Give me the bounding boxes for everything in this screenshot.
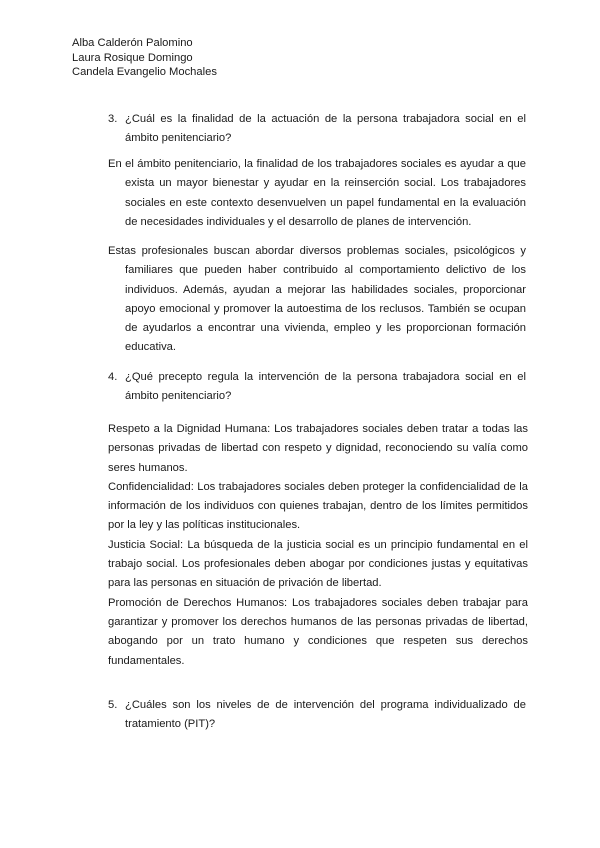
answer-4-principles <box>108 420 528 671</box>
author-header <box>72 36 217 80</box>
author-name: Laura Rosique Domingo <box>72 51 193 64</box>
question-text: ¿Qué precepto regula la intervención de la persona trabajadora social en el ámbito penitenciario? <box>125 371 526 402</box>
question-text: ¿Cuál es la finalidad de la actuación de la persona trabajadora social en el ámbito penitenciario? <box>125 113 526 144</box>
principle-confidentiality: Confidencialidad: Los trabajadores sociales deben proteger la confidencialidad de la información de los individuos con quienes trabajan, dentro de los límites permitidos por la ley y las políticas institucionales. <box>108 480 528 532</box>
answer-3-paragraph-2: Estas profesionales buscan abordar diversos problemas sociales, psicológicos y familiares que pueden haber contribuido al comportamiento delictivo de los individuos. Además, ayudan a mejorar las habilidades sociales, proporcionar apoyo emocional y promover la autoestima de los reclusos. También se ocupan de ayudarlos a encontrar una vivienda, empleo y les proporcionan formación educativa. <box>108 245 526 354</box>
principle-human-rights: Promoción de Derechos Humanos: Los trabajadores sociales deben trabajar para garantizar y promover los derechos humanos de las personas privadas de libertad, abogando por un trato humano y condiciones que respeten sus derechos fundamentales. <box>108 596 528 667</box>
question-number: 3. <box>108 113 118 125</box>
question-number: 5. <box>108 699 118 711</box>
question-text: ¿Cuáles son los niveles de de intervención del programa individualizado de tratamiento (PIT)? <box>125 699 526 730</box>
question-4 <box>108 368 526 406</box>
question-number: 4. <box>108 371 118 383</box>
author-name: Alba Calderón Palomino <box>72 37 193 49</box>
question-5 <box>108 696 526 734</box>
author-name: Candela Evangelio Mochales <box>72 66 217 79</box>
principle-social-justice: Justicia Social: La búsqueda de la justicia social es un principio fundamental en el trabajo social. Los profesionales deben abogar por condiciones justas y equitativas para las personas en situación de privación de libertad. <box>108 538 528 590</box>
answer-3-paragraph-1: En el ámbito penitenciario, la finalidad de los trabajadores sociales es ayudar a que exista un mayor bienestar y ayudar en la reinserción social. Los trabajadores sociales en este contexto desenvuelven un papel fundamental en la evaluación de necesidades individuales y el desarrollo de planes de intervención. <box>108 158 526 228</box>
principle-dignity: Respeto a la Dignidad Humana: Los trabajadores sociales deben tratar a todas las personas privadas de libertad con respeto y dignidad, reconociendo su valía como seres humanos. <box>108 423 528 474</box>
question-3 <box>108 110 526 148</box>
